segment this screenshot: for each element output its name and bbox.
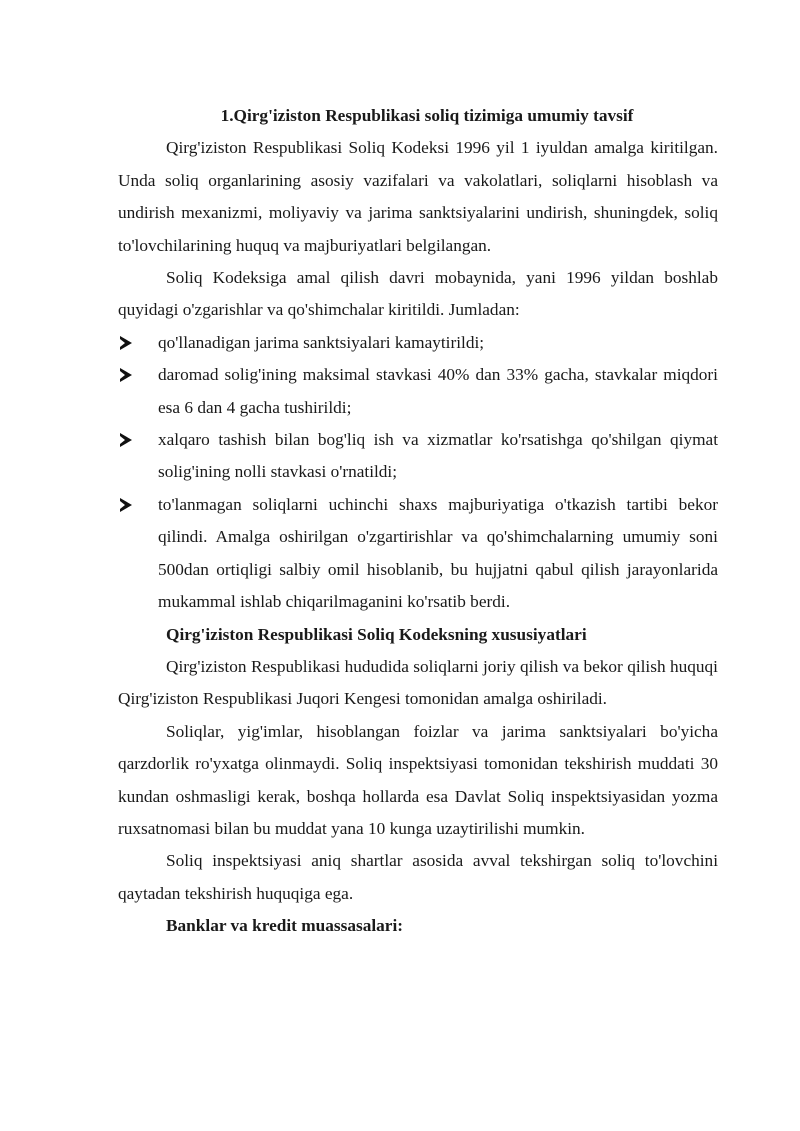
- paragraph-features-3: Soliq inspektsiyasi aniq shartlar asosida avval tekshirgan soliq to'lovchini qaytadan tekshirish huquqiga ega.: [118, 851, 718, 903]
- list-item: [118, 424, 718, 489]
- arrowhead-bullet-icon: [120, 336, 132, 350]
- document-title: 1.Qirg'iziston Respublikasi soliq tizimiga umumiy tavsif: [220, 106, 634, 125]
- list-item-text: xalqaro tashish bilan bog'liq ish va xizmatlar ko'rsatishga qo'shilgan qiymat solig'ining nolli stavkasi o'rnatildi;: [158, 430, 718, 482]
- list-item-text: to'lanmagan soliqlarni uchinchi shaxs majburiyatiga o'tkazish tartibi bekor qilindi. Amalga oshirilgan o'zgartirishlar va qo'shimchalarning umumiy soni 500dan ortiqligi salbiy omil hisoblanib, bu hujjatni qabul qilish jarayonlarida mukammal ishlab chiqarilmaganini ko'rsatib berdi.: [158, 494, 718, 612]
- list-item: [118, 489, 718, 619]
- list-item-text: daromad solig'ining maksimal stavkasi 40% dan 33% gacha, stavkalar miqdori esa 6 dan 4 gacha tushirildi;: [158, 365, 718, 417]
- paragraph-features-2: Soliqlar, yig'imlar, hisoblangan foizlar va jarima sanktsiyalari bo'yicha qarzdorlik ro'yxatga olinmaydi. Soliq inspektsiyasi tomonidan tekshirish muddati 30 kundan oshmasligi kerak, boshqa hollarda esa Davlat Soliq inspektsiyasidan yozma ruxsatnomasi bilan bu muddat yana 10 kunga uzaytirilishi mumkin.: [118, 721, 718, 838]
- changes-list: [118, 327, 718, 619]
- paragraph-intro-2: Soliq Kodeksiga amal qilish davri mobaynida, yani 1996 yildan boshlab quyidagi o'zgarishlar va qo'shimchalar kiritildi. Jumladan:: [118, 268, 718, 320]
- subheading-banks: Banklar va kredit muassasalari:: [166, 916, 404, 936]
- document-page: [118, 100, 718, 943]
- list-item: [118, 359, 718, 424]
- subheading-code-features: Qirg'iziston Respublikasi Soliq Kodeksning xususiyatlari: [166, 624, 587, 644]
- paragraph-intro-1: Qirg'iziston Respublikasi Soliq Kodeksi 1996 yil 1 iyuldan amalga kiritilgan. Unda soliq organlarining asosiy vazifalari va vakolatlari, soliqlarni hisoblash va undirish mexanizmi, moliyaviy va jarima sanktsiyalarini undirish, shuningdek, soliq to'lovchilarining huquq va majburiyatlari belgilangan.: [118, 138, 718, 255]
- arrowhead-bullet-icon: [120, 433, 132, 447]
- arrowhead-bullet-icon: [120, 498, 132, 512]
- list-item-text: qo'llanadigan jarima sanktsiyalari kamaytirildi;: [158, 332, 485, 352]
- list-item: [118, 327, 718, 359]
- arrowhead-bullet-icon: [120, 368, 132, 382]
- paragraph-features-1: Qirg'iziston Respublikasi hududida soliqlarni joriy qilish va bekor qilish huquqi Qirg'iziston Respublikasi Juqori Kengesi tomonidan amalga oshiriladi.: [118, 656, 718, 709]
